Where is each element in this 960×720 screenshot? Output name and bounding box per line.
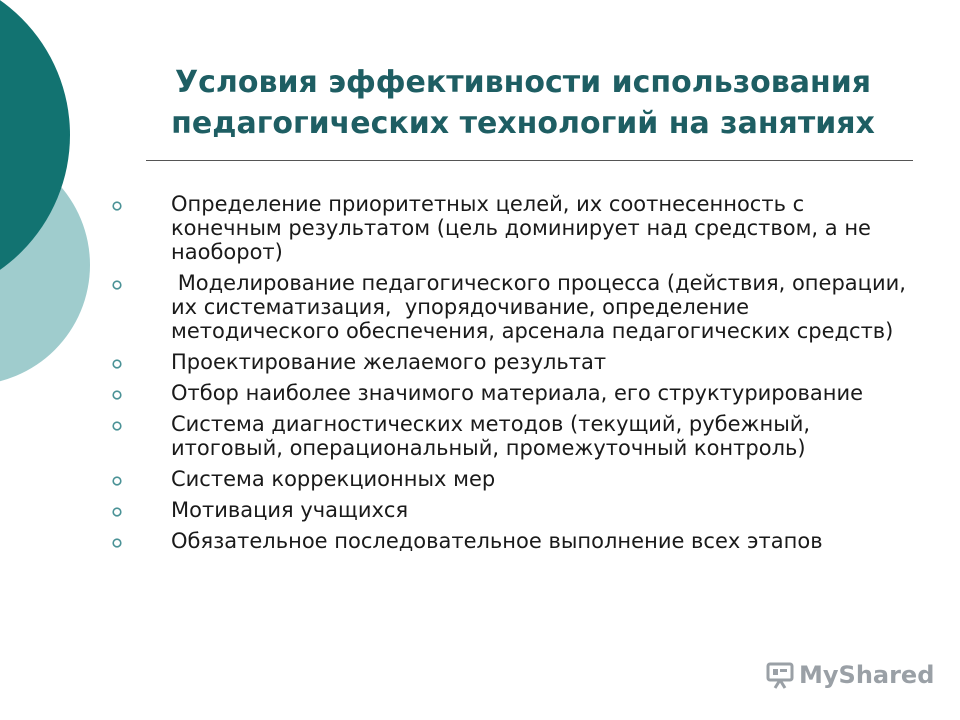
- list-item: [110, 529, 910, 553]
- watermark-text: MyShared: [799, 661, 935, 689]
- ring-bullet-icon: [112, 280, 122, 290]
- list-item-text: Система коррекционных мер: [171, 467, 496, 491]
- list-item-text: Отбор наиболее значимого материала, его структурирование: [171, 381, 864, 405]
- list-item-text: Проектирование желаемого результат: [171, 350, 607, 374]
- ring-bullet-icon: [112, 201, 122, 211]
- list-item-text: Моделирование педагогического процесса (действия, операции, их систематизация, упорядочивание, определение методического обеспечения, арсенала педагогических средств): [171, 271, 913, 343]
- conditions-list: [110, 192, 913, 560]
- watermark: [765, 660, 934, 690]
- slide-title-line-1: Условия эффективности использования: [175, 65, 871, 100]
- list-item: [110, 467, 910, 491]
- list-item: [110, 498, 910, 522]
- list-item-text: Определение приоритетных целей, их соотнесенность с конечным результатом (цель доминирует над средством, а не наоборот): [171, 192, 871, 264]
- list-item: [110, 381, 910, 405]
- presentation-board-icon: [765, 660, 795, 690]
- list-item-text: Мотивация учащихся: [171, 498, 409, 522]
- ring-bullet-icon: [112, 421, 122, 431]
- list-item: [110, 192, 910, 264]
- list-item: [110, 412, 910, 460]
- title-divider: [146, 160, 913, 161]
- list-item-text: Система диагностических методов (текущий, рубежный, итоговый, операциональный, промежуточный контроль): [171, 412, 811, 460]
- slide-title: [128, 62, 918, 144]
- ring-bullet-icon: [112, 390, 122, 400]
- ring-bullet-icon: [112, 507, 122, 517]
- list-item-text: Обязательное последовательное выполнение всех этапов: [171, 529, 823, 553]
- slide-title-line-2: педагогических технологий на занятиях: [171, 106, 875, 141]
- ring-bullet-icon: [112, 538, 122, 548]
- ring-bullet-icon: [112, 476, 122, 486]
- list-item: [110, 350, 910, 374]
- ring-bullet-icon: [112, 359, 122, 369]
- list-item: [110, 271, 913, 343]
